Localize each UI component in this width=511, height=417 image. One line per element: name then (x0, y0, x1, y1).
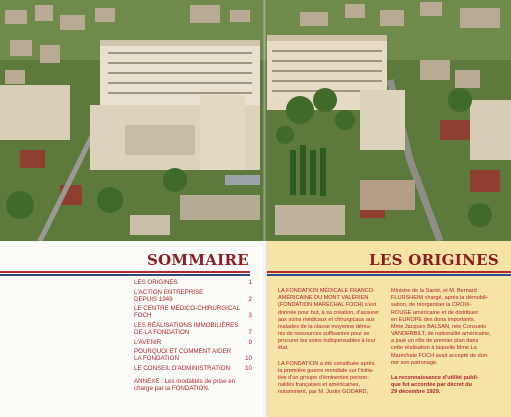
toc-entry-label: LES ORIGINES (134, 279, 178, 286)
text-column-right (391, 281, 503, 405)
toc-entry[interactable] (134, 279, 252, 286)
toc-entry-page: 2 (248, 295, 252, 303)
paragraph: Ministre de la Santé, et M. Bernard FLURSHEIM chargé, après la démobili- sation, de réorganiser la CROIX- ROUGE américaine et de distribuer en EUROPE des dons importants. Mme Jacques BALSAN, née Consuelo VANDERBILT, de nationalité américaine, a joué un rôle de premier plan dans cette réalisation à laquelle Mme La Maréchale FOCH avait accepté de don- ner son patronage. (391, 288, 491, 366)
toc-entry-label: LE CONSEIL D'ADMINISTRATION (134, 364, 231, 372)
toc-entry[interactable] (134, 322, 252, 336)
table-of-contents (134, 279, 252, 374)
toc-entry-page: 3 (248, 312, 252, 320)
toc-entry-page: 10 (245, 364, 252, 372)
decree-paragraph (391, 375, 503, 396)
toc-entry[interactable] (134, 365, 252, 372)
sommaire-title: SOMMAIRE (146, 251, 249, 269)
toc-entry-page: 1 (248, 279, 252, 286)
title-rule-blue (267, 274, 511, 276)
decree-text: La reconnaissance d'utilité publi- que fut accordée par décret du 29 décembre 1929. (391, 375, 479, 396)
title-rule-blue (0, 274, 250, 276)
toc-entry-label: LE CENTRE MÉDICO-CHIRURGICAL FOCH (134, 305, 240, 320)
origines-title: LES ORIGINES (369, 251, 499, 269)
toc-entry[interactable] (134, 289, 252, 303)
text-column-left (278, 281, 390, 405)
title-rule-red (267, 271, 511, 273)
toc-entry-label: L'AVENIR (134, 338, 162, 346)
toc-entry[interactable] (134, 305, 252, 319)
paragraph: LA FONDATION a été constituée après la première guerre mondiale sur l'initia- tive d'un groupe d'éminentes person- nalités françaises et américaines, notamment, par M. Justin GODARD, (278, 360, 375, 396)
title-rule-red (0, 271, 250, 273)
sommaire-page (0, 241, 263, 417)
toc-entry-page: 9 (248, 338, 252, 346)
annexe-note: ANNEXE : Les modalités de prise en charge par la FONDATION. (134, 378, 236, 393)
toc-entry[interactable] (134, 348, 252, 362)
origines-page (267, 241, 511, 417)
toc-entry-label: L'ACTION ENTREPRISE DEPUIS 1949 (134, 288, 204, 303)
toc-entry-label: LES RÉALISATIONS IMMOBILIÈRES DE LA FONDATION (134, 321, 239, 337)
toc-entry-page: 10 (245, 355, 252, 363)
paragraph: LA FONDATION MÉDICALE FRANCO- AMÉRICAINE DU MONT VALÉRIEN (FONDATION MARÉCHAL FOCH) s'est donnée pour but, à sa création, d'assurer aux soins médicaux et chirurgicaux aux malades de la classe moyenne dému- nis de ressources suffisantes pour se procurer les soins indispensables à leur état. (278, 288, 379, 352)
toc-entry-label: POURQUOI ET COMMENT AIDER LA FONDATION (134, 348, 232, 363)
toc-entry[interactable] (134, 339, 252, 346)
toc-entry-page: 7 (248, 329, 252, 337)
